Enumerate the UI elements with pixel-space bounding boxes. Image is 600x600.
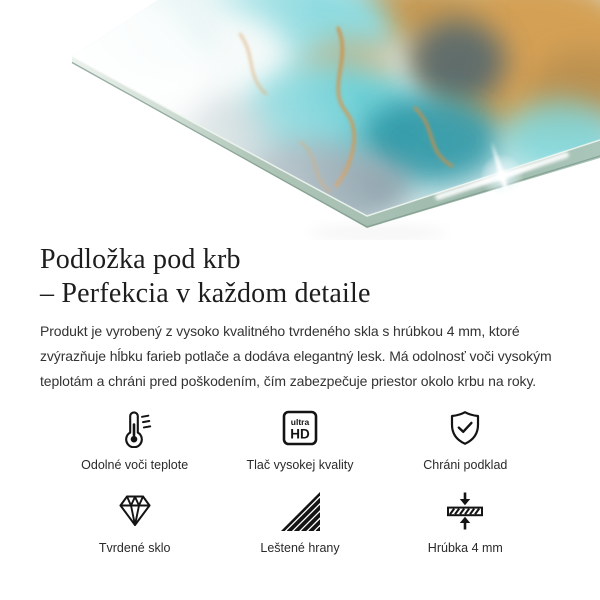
shield-check-icon: [445, 408, 485, 452]
feature-tempered-glass: [52, 491, 217, 556]
product-description: Produkt je vyrobený z vysoko kvalitného tvrdeného skla s hrúbkou 4 mm, ktoré zvýrazňuje hĺbku farieb potlače a dodáva elegantný lesk. Má odolnosť voči vysokým teplotám a chráni pred poškodením, čím zabezpečuje priestor okolo krbu na roky.: [40, 323, 552, 389]
features-grid: [52, 408, 548, 556]
page-title-line1: Podložka pod krb: [40, 244, 241, 275]
feature-polished-edges: [217, 491, 382, 556]
glass-shadow: [308, 227, 448, 239]
diamond-icon: [115, 491, 155, 535]
feature-print-quality: [217, 408, 382, 473]
feature-label: Tvrdené sklo: [98, 541, 171, 555]
feature-heat-resistant: [52, 408, 217, 473]
thermometer-heat-icon: [115, 408, 155, 452]
product-photo: [0, 0, 600, 240]
polished-edges-icon: [280, 491, 320, 535]
feature-label: Tlač vysokej kvality: [246, 458, 354, 472]
product-copy: [0, 240, 600, 556]
feature-thickness: [383, 491, 548, 556]
feature-label: Hrúbka 4 mm: [427, 541, 503, 555]
svg-text:HD: HD: [290, 426, 310, 442]
feature-protects-base: [383, 408, 548, 473]
page-title: [40, 240, 560, 310]
glass-pad-image: [0, 0, 600, 240]
feature-label: Leštené hrany: [260, 541, 340, 555]
feature-label: Odolné voči teplote: [81, 458, 189, 472]
page-title-line2: – Perfekcia v každom detaile: [40, 277, 371, 309]
feature-label: Chráni podklad: [423, 458, 508, 472]
ultra-hd-icon: [280, 408, 320, 452]
svg-text:ultra: ultra: [290, 417, 310, 427]
thickness-press-icon: [445, 491, 485, 535]
